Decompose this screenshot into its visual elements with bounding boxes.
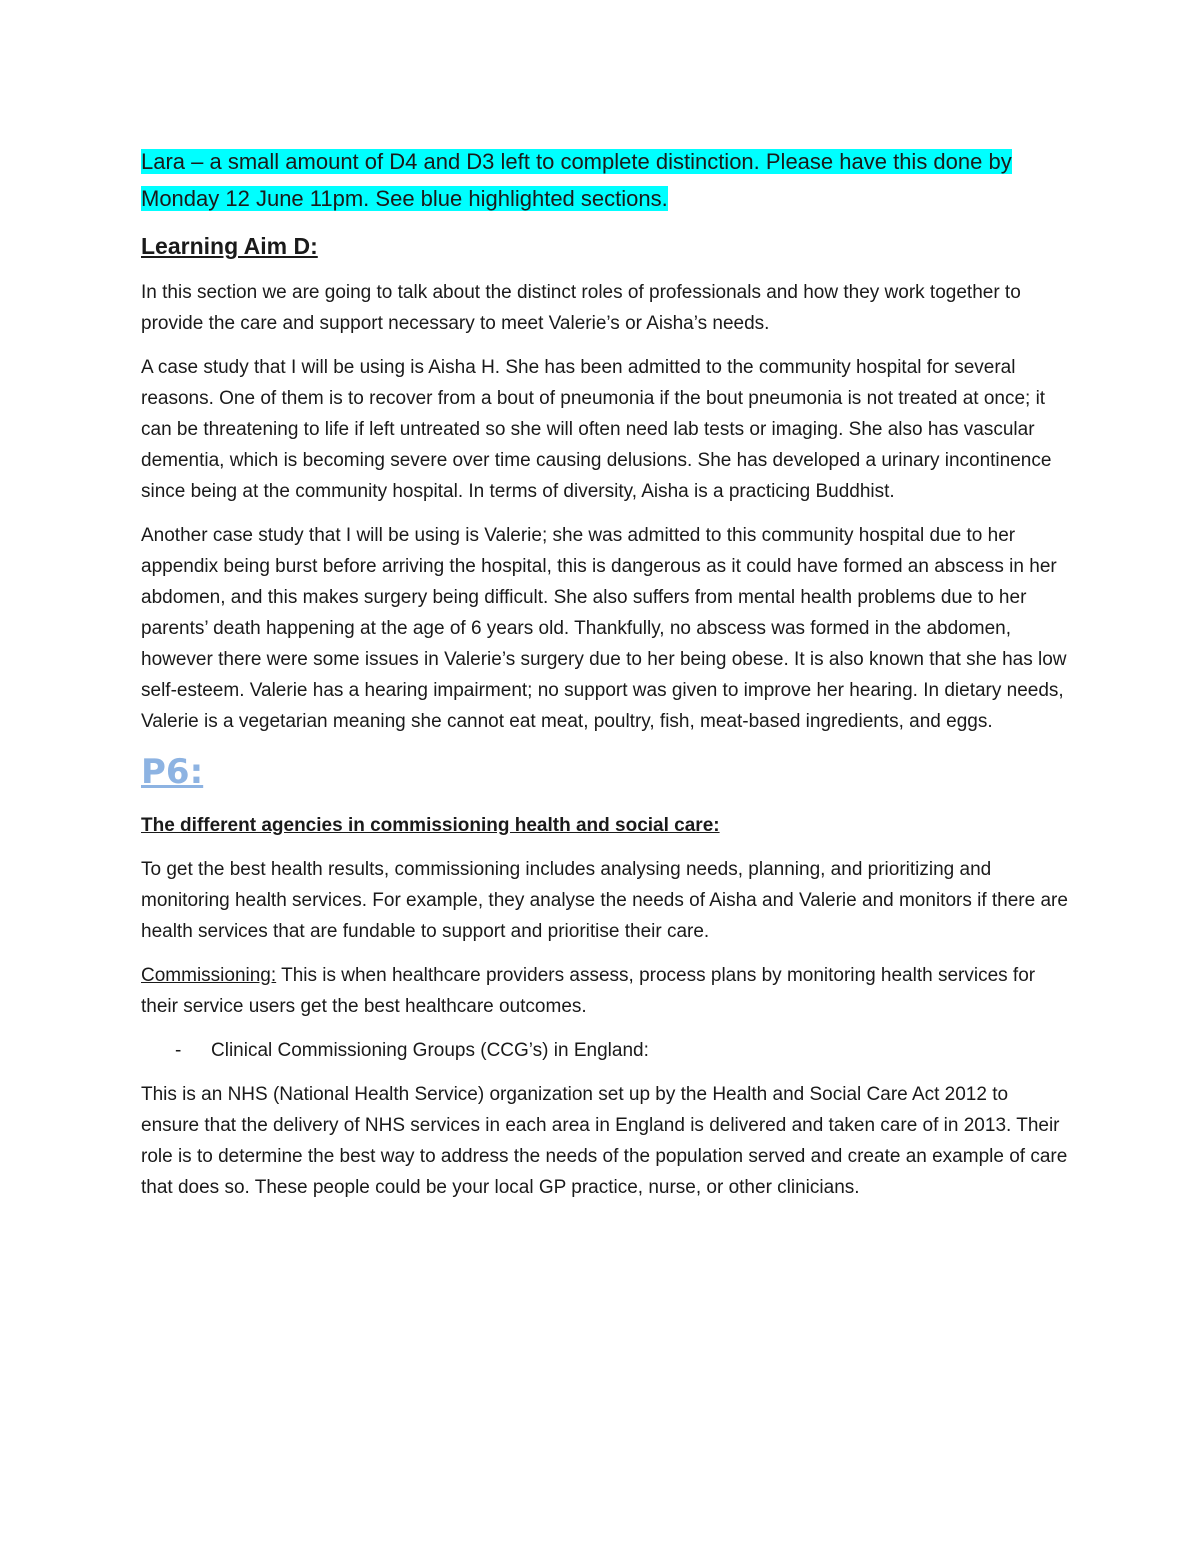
- paragraph-valerie-case-study: Another case study that I will be using is Valerie; she was admitted to this community hospital due to her appendix being burst before arriving the hospital, this is dangerous as it could have formed an abscess in her abdomen, and this makes surgery being difficult. She also suffers from mental health problems due to her parents’ death happening at the age of 6 years old. Thankfully, no abscess was formed in the abdomen, however there were some issues in Valerie’s surgery due to her being obese. It is also known that she has low self-esteem. Valerie has a hearing impairment; no support was given to improve her hearing. In dietary needs, Valerie is a vegetarian meaning she cannot eat meat, poultry, fish, meat-based ingredients, and eggs.: [141, 525, 1067, 732]
- list-item-ccg-text: Clinical Commissioning Groups (CCG’s) in England:: [211, 1040, 649, 1061]
- paragraph-commissioning-definition: [141, 960, 1071, 1022]
- heading-p6: P6:: [141, 752, 204, 792]
- paragraph-intro: In this section we are going to talk about the distinct roles of professionals and how they work together to provide the care and support necessary to meet Valerie’s or Aisha’s needs.: [141, 282, 1021, 334]
- paragraph-aisha-case-study: A case study that I will be using is Aisha H. She has been admitted to the community hospital for several reasons. One of them is to recover from a bout of pneumonia if the bout pneumonia is not treated at once; it can be threatening to life if left untreated so she will often need lab tests or imaging. She also has vascular dementia, which is becoming severe over time causing delusions. She has developed a urinary incontinence since being at the community hospital. In terms of diversity, Aisha is a practicing Buddhist.: [141, 357, 1052, 502]
- heading-agencies: The different agencies in commissioning health and social care:: [141, 815, 720, 836]
- list-item-ccg: [141, 1035, 1071, 1066]
- commissioning-term: Commissioning:: [141, 965, 277, 986]
- paragraph-commissioning-intro: To get the best health results, commissioning includes analysing needs, planning, and prioritizing and monitoring health services. For example, they analyse the needs of Aisha and Valerie and monitors if there are health services that are fundable to support and prioritise their care.: [141, 859, 1068, 942]
- tutor-note: [141, 143, 1071, 217]
- tutor-note-highlight: Lara – a small amount of D4 and D3 left to complete distinction. Please have this done by Monday 12 June 11pm. See blue highlighted sections.: [141, 149, 1012, 211]
- commissioning-definition-text: This is when healthcare providers assess, process plans by monitoring health services for their service users get the best healthcare outcomes.: [141, 965, 1036, 1017]
- paragraph-ccg: This is an NHS (National Health Service) organization set up by the Health and Social Care Act 2012 to ensure that the delivery of NHS services in each area in England is delivered and taken care of in 2013. Their role is to determine the best way to address the needs of the population served and create an example of care that does so. These people could be your local GP practice, nurse, or other clinicians.: [141, 1084, 1068, 1198]
- bullet-marker: -: [175, 1040, 182, 1061]
- document-body: [141, 143, 1071, 1216]
- heading-learning-aim: Learning Aim D:: [141, 233, 318, 259]
